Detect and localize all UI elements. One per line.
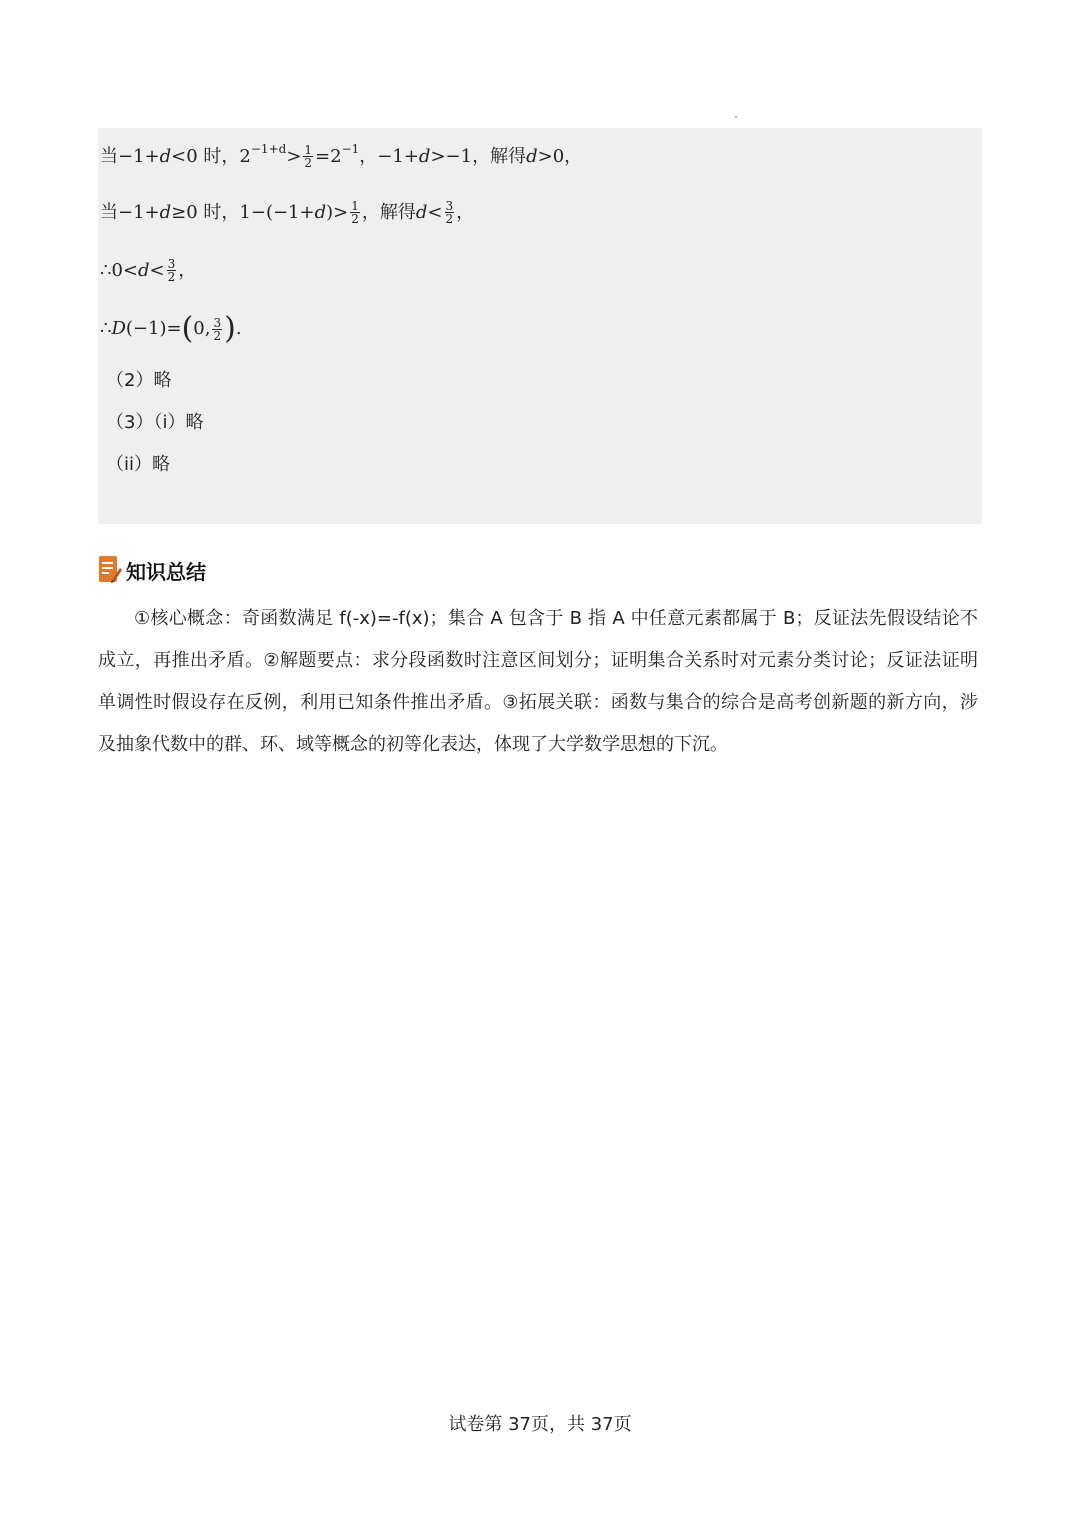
section-header: [98, 544, 206, 584]
numerator: 3: [167, 257, 176, 271]
text: .: [235, 318, 242, 339]
denominator: 2: [445, 212, 454, 226]
paren-open: (: [181, 311, 194, 346]
var-d: d: [138, 259, 150, 281]
text: >0，: [537, 145, 583, 167]
exponent: −1: [341, 141, 360, 156]
var-d: d: [415, 201, 428, 223]
text: >: [286, 145, 302, 167]
text: ，解得: [361, 201, 416, 223]
text: 0,: [193, 318, 211, 339]
text: ，: [456, 201, 475, 223]
text: )>: [326, 201, 349, 223]
text: ，−1+: [359, 145, 419, 167]
page-footer: 试卷第 37页，共 37页: [448, 1414, 632, 1435]
text: <0 时，2: [171, 145, 251, 167]
var-d: d: [314, 201, 327, 223]
scan-speck: [735, 116, 737, 118]
text: 当−1+: [100, 145, 160, 167]
summary-paragraph: ①核心概念：奇函数满足 f(-x)=-f(x)；集合 A 包含于 B 指 A 中任意元素都属于 B；反证法先假设结论不成立，再推出矛盾。②解题要点：求分段函数时注意区间划分；证明集合关系时对元素分类讨论；反证法证明单调性时假设存在反例，利用已知条件推出矛盾。③拓展关联：函数与集合的综合是高考创新题的新方向，涉及抽象代数中的群、环、域等概念的初等化表达，体现了大学数学思想的下沉。: [98, 608, 978, 755]
part-3i-text: （3）（i）略: [106, 412, 204, 433]
numerator: 1: [304, 143, 313, 157]
fraction: [350, 200, 360, 225]
notepad-pencil-icon: [98, 554, 122, 584]
var-D: D: [111, 318, 126, 339]
solution-line-4: [100, 311, 242, 346]
fraction: [212, 317, 222, 342]
text: =2: [315, 145, 342, 167]
section-title: 知识总结: [126, 560, 206, 584]
numerator: 3: [445, 199, 454, 213]
solution-line-3: [100, 258, 196, 283]
part-2-text: （2）略: [106, 370, 172, 391]
denominator: 2: [167, 270, 176, 284]
var-d: d: [159, 145, 172, 167]
part-3ii-text: （ii）略: [106, 454, 171, 475]
text: 当−1+: [100, 201, 160, 223]
fraction: [445, 200, 455, 225]
denominator: 2: [213, 328, 222, 343]
text: <: [149, 259, 165, 281]
var-d: d: [159, 201, 172, 223]
text: ∴: [100, 318, 112, 339]
var-d: d: [418, 145, 431, 167]
text: <: [427, 201, 443, 223]
fraction: [167, 258, 177, 283]
text: >−1，解得: [430, 145, 527, 167]
denominator: 2: [304, 156, 313, 170]
exponent: −1+d: [250, 141, 287, 156]
solution-line-1: [100, 141, 583, 170]
text: ，: [178, 259, 197, 281]
var-d: d: [526, 145, 538, 167]
text: ∴0<: [100, 259, 138, 281]
numerator: 1: [351, 199, 359, 213]
fraction: [303, 144, 313, 169]
numerator: 3: [213, 315, 222, 330]
text: (−1)=: [125, 318, 182, 339]
text: ≥0 时，1−(−1+: [171, 201, 315, 223]
solution-line-2: [100, 200, 474, 225]
paren-close: ): [224, 311, 236, 346]
denominator: 2: [351, 212, 359, 226]
